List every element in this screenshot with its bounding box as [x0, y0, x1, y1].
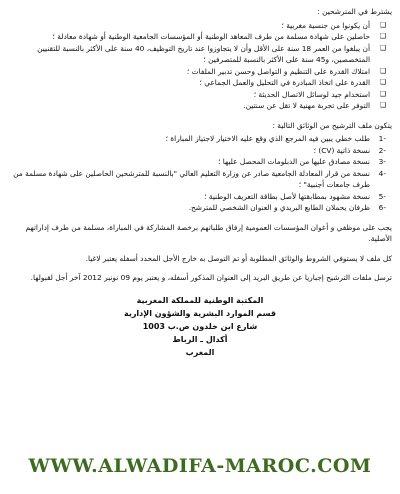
list-item: ❑ امتلاك القدرة على التنظيم و التواصل وحسن تدبير الملفات ؛ — [186, 66, 386, 76]
bullet-icon: ❑ — [379, 32, 386, 40]
list-item: 4- نسخة من قرار المعادلة الجامعية صادر عن وزارة التعليم العالي "بالنسبة للمترشحين الحاصلين على شهادة مسلمة من طرف جامعات أجنبية" ؛ — [13, 168, 386, 189]
address-line: المغرب — [185, 347, 215, 357]
bullet-icon: ❑ — [379, 89, 386, 98]
list-item: ❑ القدرة على اتخاذ المبادرة في التحليل والعمل الجماعي ؛ — [199, 78, 386, 87]
list-item: ❑ أن يكونوا من جنسية مغربية ؛ — [281, 20, 386, 30]
address-line: المكتبة الوطنية للمملكة المغربية — [136, 295, 264, 305]
bullet-icon: ❑ — [379, 66, 386, 75]
address-line: قسم الموارد البشرية والشؤون الإدارية — [123, 308, 277, 318]
list-item: ❑ استخدام جيد لوسائل الاتصال الحديثة ؛ — [253, 89, 386, 99]
address-line: أكدال ـ الرباط — [172, 334, 228, 344]
conditions-heading: يشترط في المترشحين : — [317, 7, 392, 16]
bullet-icon: ❑ — [379, 43, 386, 52]
bullet-icon: ❑ — [379, 78, 386, 86]
documents-heading: يتكون ملف الترشيح من الوثائق التالية : — [272, 120, 392, 130]
site-watermark: WWW.ALWADIFA-MAROC.COM — [28, 455, 372, 477]
deadline-paragraph: ترسل ملفات الترشيح إجباريا عن طريق البريد إلى العنوان المذكور أسفله، و يعتبر يوم 09 نونبر 2012 آخر أجل لقبولها. — [30, 273, 392, 282]
list-item: ❑ حاصلين على شهادة مسلمة من طرف المعاهد الوطنية أو المؤسسات الجامعية الوطنية أو شهادة معادلة ؛ — [52, 32, 386, 41]
list-item: ❑ أن يبلغوا من العمر 18 سنة على الأقل وأن لا يتجاوزوا عند تاريخ التوظيف، 40 سنة على الأكثر بالنسبة للتقنيين المتخصصين، و45 سنة على الأكثر بالنسبة للمتصرفين ؛ — [37, 43, 386, 64]
conditions-list — [8, 20, 392, 112]
address-line: شارع ابن خلدون ص.ب 1003 — [142, 321, 258, 331]
bullet-icon: ❑ — [379, 101, 386, 109]
list-item: ❑ التوفر على تجربة مهنية لا تقل عن سنتين. — [243, 101, 386, 110]
list-item: 3- نسخة مصادق عليها من الدبلومات المحصل عليها ؛ — [218, 157, 386, 166]
rejection-paragraph: كل ملف لا يستوفي الشروط والوثائق المطلوبة أو تم التوصل به خارج الأجل المحدد أسفله يعتبر لاغيا. — [85, 253, 392, 263]
bullet-icon: ❑ — [379, 20, 386, 29]
list-item: 6- ظرفان يحملان الطابع البريدي و العنوان الشخصي للمترشح. — [188, 203, 386, 212]
list-item: 2- نسخة ذاتية (CV) ؛ — [313, 145, 386, 155]
list-item: 5- نسخة مشهود بمطابقتها لأصل بطاقة التعريف الوطنية ؛ — [204, 191, 386, 201]
employees-paragraph: يجب على موظفي و أعوان المؤسسات العمومية إرفاق طلباتهم برخصة المشاركة في المباراة، مسلمة من طرف إداراتهم الأصلية. — [25, 222, 392, 243]
list-item: 1- طلب خطي يبين فيه المرجع الذي وقع عليه الاختيار لاجتياز المباراة ؛ — [165, 134, 386, 143]
documents-list — [8, 133, 392, 214]
mailing-address — [8, 294, 392, 359]
